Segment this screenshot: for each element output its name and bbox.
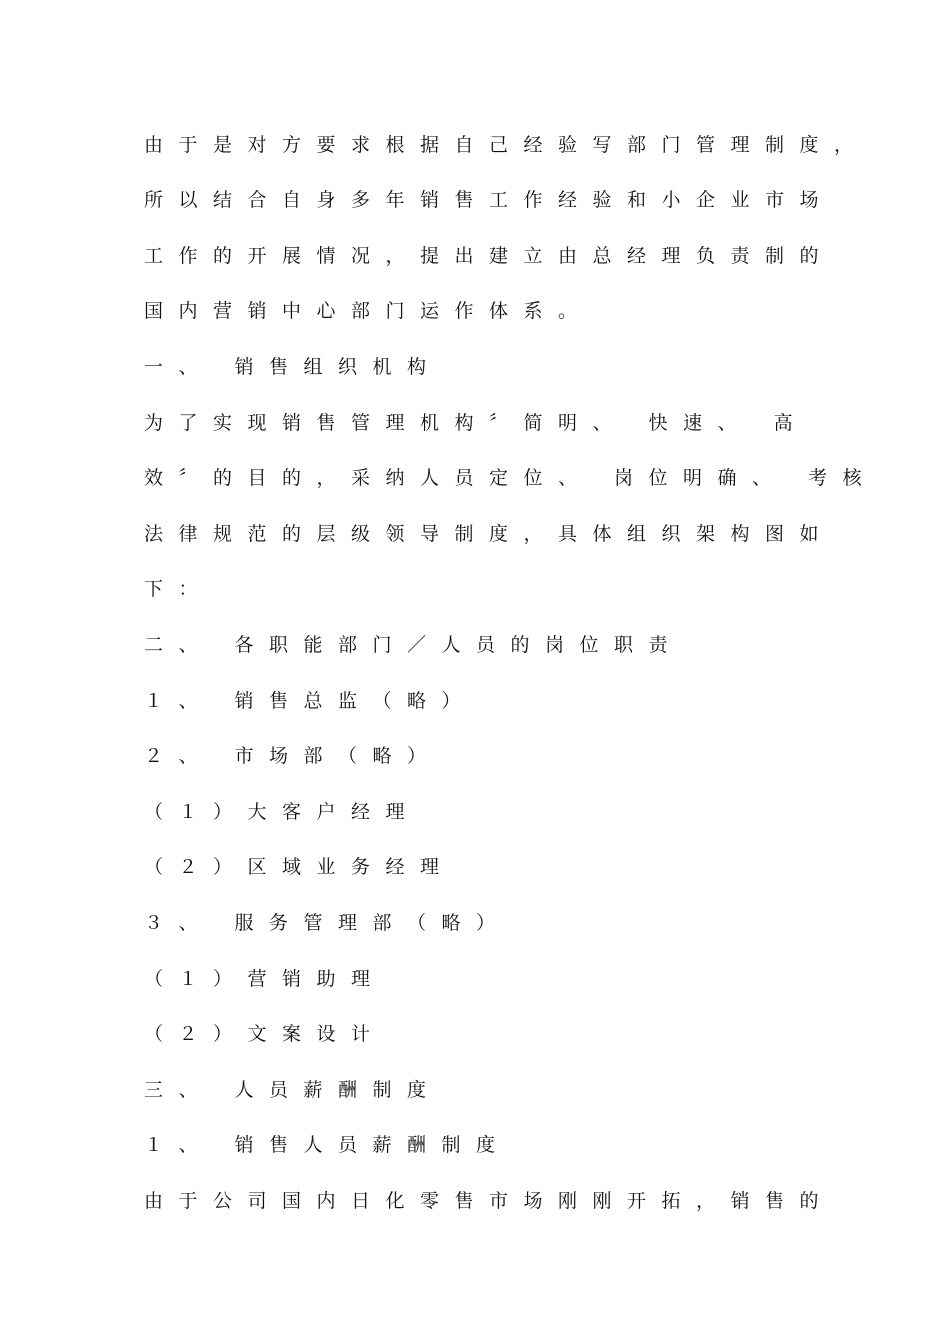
list-item: （２）区域业务经理 <box>144 856 455 878</box>
list-item: （２）文案设计 <box>144 1023 386 1045</box>
paragraph-line: 下： <box>144 578 214 600</box>
list-item: （１）大客户经理 <box>144 801 421 823</box>
paragraph-line: 所以结合自身多年销售工作经验和小企业市场 <box>144 189 835 211</box>
list-item: １、 销售人员薪酬制度 <box>144 1134 511 1156</box>
section-heading: 一、 销售组织机构 <box>144 356 442 378</box>
list-item: （１）营销助理 <box>144 968 386 990</box>
section-heading: 三、 人员薪酬制度 <box>144 1079 442 1101</box>
section-heading: 二、 各职能部门／人员的岗位职责 <box>144 634 684 656</box>
paragraph-line: 由于公司国内日化零售市场刚刚开拓，销售的 <box>144 1190 835 1212</box>
list-item: １、 销售总监（略） <box>144 690 477 712</box>
paragraph-line: 效〞的目的，采纳人员定位、 岗位明确、 考核 <box>144 467 878 489</box>
list-item: ２、 市场部（略） <box>144 745 442 767</box>
paragraph-line: 工作的开展情况，提出建立由总经理负责制的 <box>144 245 835 267</box>
list-item: ３、 服务管理部（略） <box>144 912 511 934</box>
paragraph-line: 由于是对方要求根据自己经验写部门管理制度， <box>144 134 869 156</box>
paragraph-line: 为了实现销售管理机构〞简明、 快速、 高 <box>144 412 809 434</box>
paragraph-line: 国内营销中心部门运作体系。 <box>144 300 593 322</box>
paragraph-line: 法律规范的层级领导制度，具体组织架构图如 <box>144 523 835 545</box>
